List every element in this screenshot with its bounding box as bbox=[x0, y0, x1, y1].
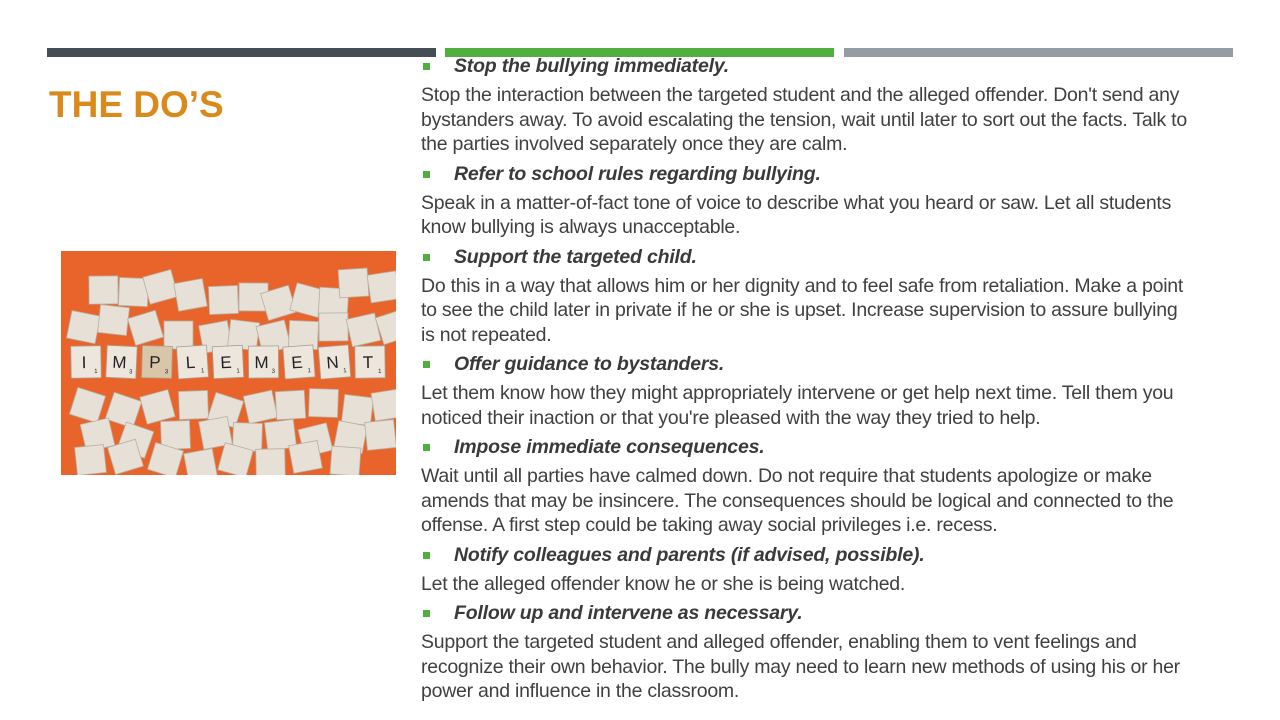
list-item bbox=[421, 162, 1271, 240]
tile-letter: I bbox=[81, 352, 87, 373]
blank-tile bbox=[184, 449, 218, 475]
list-item bbox=[421, 435, 1271, 538]
tile-score: 1 bbox=[307, 368, 312, 375]
tile-letter: N bbox=[325, 352, 340, 373]
blank-tile bbox=[164, 321, 193, 349]
blank-tile bbox=[178, 390, 208, 419]
item-body: Wait until all parties have calmed down. Do not require that students apologize or make amends that may be insincere. The consequences should be logical and connected to the offense. A first step could be taking away social privileges i.e. recess. bbox=[421, 465, 1174, 536]
item-heading bbox=[421, 162, 1271, 186]
scrabble-tiles-image bbox=[61, 251, 396, 475]
item-body: Stop the interaction between the targeted student and the alleged offender. Don't send any bystanders away. To avoid escalating the tension, wait until later to sort out the facts. Talk to the parties involved separately once they are calm. bbox=[421, 84, 1187, 155]
implement-photo bbox=[61, 251, 396, 475]
blank-tile bbox=[89, 276, 118, 304]
heading-text: Offer guidance to bystanders. bbox=[454, 353, 725, 375]
blank-tile bbox=[275, 390, 306, 420]
item-body: Let the alleged offender know he or she is being watched. bbox=[421, 572, 906, 595]
item-heading bbox=[421, 601, 1271, 625]
list-item bbox=[421, 54, 1271, 157]
blank-tile bbox=[289, 440, 323, 473]
letter-tile bbox=[212, 345, 244, 378]
letter-tile bbox=[177, 345, 209, 379]
blank-tile bbox=[319, 313, 348, 341]
heading-text: Impose immediate consequences. bbox=[454, 436, 765, 458]
item-body: Let them know how they might appropriately intervene or get help next time. Tell them you noticed their inaction or that you're pleased with the way they tried to help. bbox=[421, 382, 1174, 429]
blank-tile bbox=[67, 311, 101, 344]
square-bullet-icon bbox=[423, 444, 430, 451]
blank-tile bbox=[75, 445, 107, 475]
heading-text: Notify colleagues and parents (if advised, possible). bbox=[454, 543, 925, 566]
header-bar-dark bbox=[47, 48, 436, 57]
tile-score: 1 bbox=[343, 368, 347, 375]
list-item bbox=[421, 352, 1271, 430]
tile-letter: P bbox=[149, 352, 161, 373]
item-body: Support the targeted student and alleged offender, enabling them to vent feelings and recognize their own behavior. The bully may need to learn new methods of using his or her power and influence in the classroom. bbox=[421, 631, 1180, 702]
tile-score: 1 bbox=[236, 368, 240, 375]
square-bullet-icon bbox=[423, 254, 430, 261]
dos-list bbox=[421, 54, 1271, 709]
letter-tile bbox=[318, 345, 350, 379]
letter-tile bbox=[142, 346, 173, 379]
tile-letter: T bbox=[362, 352, 374, 373]
blank-tile bbox=[341, 394, 373, 425]
item-heading bbox=[421, 352, 1271, 376]
blank-tile bbox=[208, 285, 238, 314]
tile-score: 3 bbox=[128, 369, 133, 376]
heading-text: Follow up and intervene as necessary. bbox=[454, 602, 803, 624]
square-bullet-icon bbox=[423, 552, 430, 559]
item-heading bbox=[421, 543, 1271, 567]
heading-text: Stop the bullying immediately. bbox=[454, 55, 729, 77]
letter-tile bbox=[248, 346, 278, 378]
tile-score: 3 bbox=[164, 369, 169, 376]
list-item bbox=[421, 543, 1271, 597]
blank-tile bbox=[174, 279, 208, 312]
tile-letter: E bbox=[219, 352, 233, 373]
slide-title: THE DO’S bbox=[49, 84, 224, 125]
tile-letter: E bbox=[290, 352, 304, 373]
item-body: Do this in a way that allows him or her dignity and to feel safe from retaliation. Make a point to see the child later in private if he or she is upset. Increase supervision to assure bullying is not repeated. bbox=[421, 274, 1184, 346]
tile-score: 1 bbox=[94, 368, 98, 375]
blank-tile bbox=[330, 446, 361, 475]
blank-tile bbox=[365, 420, 396, 451]
blank-tile bbox=[98, 305, 130, 336]
tile-letter: L bbox=[185, 352, 196, 373]
letter-tile bbox=[106, 345, 137, 378]
letter-tile bbox=[283, 345, 315, 379]
tile-score: 3 bbox=[271, 368, 275, 375]
tile-score: 1 bbox=[378, 368, 382, 375]
blank-tile bbox=[243, 390, 277, 424]
square-bullet-icon bbox=[423, 361, 430, 368]
tile-score: 1 bbox=[200, 368, 205, 375]
heading-text: Support the targeted child. bbox=[454, 245, 697, 268]
square-bullet-icon bbox=[423, 63, 430, 70]
square-bullet-icon bbox=[423, 171, 430, 178]
letter-tile bbox=[355, 346, 385, 378]
item-heading bbox=[421, 54, 1271, 78]
square-bullet-icon bbox=[423, 610, 430, 617]
list-item bbox=[421, 601, 1271, 704]
tile-letter: M bbox=[111, 352, 127, 373]
blank-tile bbox=[309, 389, 339, 418]
tile-letter: M bbox=[254, 352, 269, 373]
list-item bbox=[421, 245, 1271, 348]
item-heading bbox=[421, 245, 1271, 269]
blank-tile bbox=[371, 389, 396, 421]
blank-tile bbox=[256, 449, 286, 475]
blank-tile bbox=[338, 268, 369, 298]
item-body: Speak in a matter-of-fact tone of voice to describe what you heard or saw. Let all students know bullying is always unacceptable. bbox=[421, 191, 1172, 238]
blank-tile bbox=[367, 271, 396, 303]
item-heading bbox=[421, 435, 1271, 459]
letter-tile bbox=[71, 346, 102, 379]
heading-text: Refer to school rules regarding bullying. bbox=[454, 162, 821, 185]
